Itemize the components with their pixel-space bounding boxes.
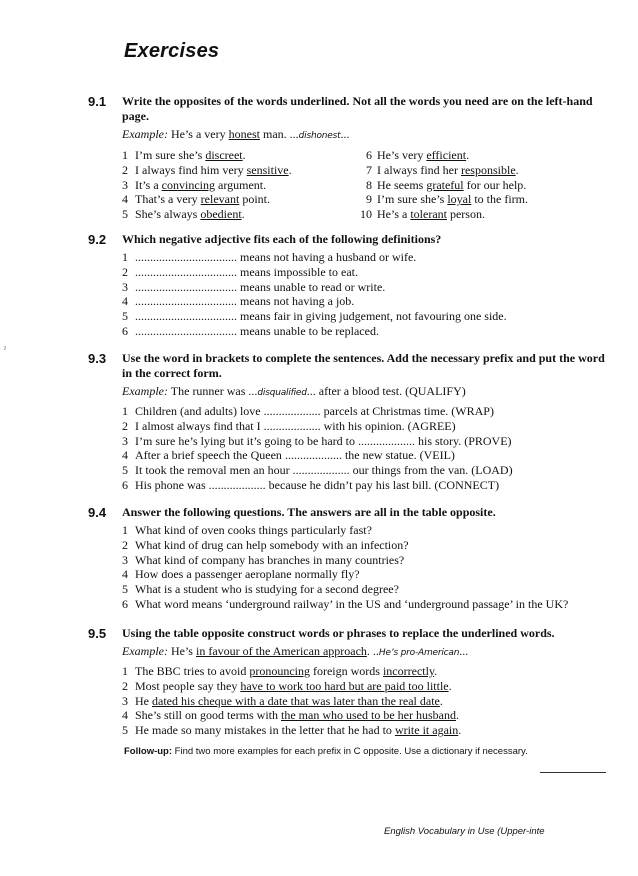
item-text: What kind of oven cooks things particularly fast? bbox=[135, 523, 372, 537]
item-text: He’s very bbox=[377, 148, 427, 162]
item-text: He bbox=[135, 693, 152, 708]
page-footer: English Vocabulary in Use (Upper-inte bbox=[384, 826, 545, 837]
underlined-phrase: pronouncing bbox=[249, 664, 310, 678]
underlined-phrase: have to work too hard but are paid too little bbox=[240, 678, 449, 693]
exercise-9-5 bbox=[88, 626, 608, 738]
underlined-word: discreet bbox=[205, 148, 243, 162]
item-text: I always find her bbox=[377, 162, 461, 177]
answer-blank: .................................. bbox=[135, 279, 237, 294]
exercise-item bbox=[122, 404, 608, 419]
underlined-phrase: in favour of the American approach bbox=[195, 644, 367, 658]
exercise-item bbox=[352, 163, 528, 178]
item-text: It’s a bbox=[135, 177, 162, 192]
divider bbox=[540, 772, 606, 773]
exercise-item bbox=[352, 178, 528, 193]
item-text: person. bbox=[446, 207, 485, 222]
item-number: 2 bbox=[122, 162, 128, 177]
item-number: 8 bbox=[366, 177, 372, 192]
item-text: . bbox=[458, 723, 462, 738]
margin-mark: ˀ bbox=[4, 345, 6, 354]
exercise-item bbox=[122, 434, 608, 449]
item-number: 3 bbox=[122, 279, 128, 294]
exercise-item bbox=[122, 265, 608, 280]
item-text: What kind of drug can help somebody with an infection? bbox=[135, 537, 409, 552]
exercise-item bbox=[122, 419, 608, 434]
page-title: Exercises bbox=[124, 40, 220, 62]
underlined-phrase: the man who used to be her husband bbox=[281, 708, 456, 723]
item-text: with his opinion. (AGREE) bbox=[320, 418, 456, 433]
example-label: Example: bbox=[122, 127, 168, 141]
item-text: parcels at Christmas time. (WRAP) bbox=[320, 404, 494, 418]
exercise-items bbox=[122, 148, 608, 222]
exercise-item bbox=[122, 309, 608, 324]
item-text: . bbox=[439, 693, 443, 708]
underlined-phrase: write it again bbox=[394, 723, 459, 738]
underlined-word: honest bbox=[228, 127, 260, 141]
item-number: 5 bbox=[122, 207, 128, 222]
exercise-item bbox=[122, 163, 352, 178]
item-text: After a brief speech the Queen bbox=[135, 448, 285, 463]
underlined-word: convincing bbox=[161, 177, 215, 192]
item-text: for our help. bbox=[463, 177, 527, 192]
item-text: She’s always bbox=[135, 207, 201, 222]
answer-blank: .................................. bbox=[135, 250, 237, 264]
item-text: That’s a very bbox=[135, 192, 201, 207]
item-number: 5 bbox=[122, 723, 128, 738]
answer-blank: .................................. bbox=[135, 294, 237, 309]
item-text: his story. (PROVE) bbox=[414, 433, 512, 448]
exercise-item bbox=[122, 538, 608, 553]
underlined-word: tolerant bbox=[410, 207, 447, 222]
underlined-word: obedient bbox=[200, 207, 242, 222]
underlined-phrase: dated his cheque with a date that was later than the real date bbox=[152, 693, 440, 708]
item-text: What is a student who is studying for a second degree? bbox=[135, 582, 399, 597]
handwritten-answer: disqualified bbox=[257, 388, 307, 398]
item-text: Most people say they bbox=[135, 678, 241, 693]
item-text: . bbox=[288, 162, 292, 177]
underlined-word: relevant bbox=[200, 192, 240, 207]
item-number: 2 bbox=[122, 418, 128, 433]
exercise-item bbox=[122, 207, 352, 222]
exercise-9-2 bbox=[88, 232, 608, 339]
answer-blank: ................... bbox=[357, 433, 415, 448]
follow-up-text: Find two more examples for each prefix in C opposite. Use a dictionary if necessary. bbox=[172, 746, 528, 757]
item-text: . bbox=[241, 207, 245, 222]
item-text: How does a passenger aeroplane normally fly? bbox=[135, 567, 360, 582]
item-number: 10 bbox=[360, 207, 372, 222]
item-text: What kind of company has branches in many countries? bbox=[135, 552, 405, 567]
item-number: 4 bbox=[122, 294, 128, 309]
item-number: 5 bbox=[122, 582, 128, 597]
exercise-item bbox=[122, 192, 352, 207]
item-number: 4 bbox=[122, 192, 128, 207]
answer-blank: .................................. bbox=[135, 323, 237, 338]
item-text: means fair in giving judgement, not favouring one side. bbox=[237, 309, 507, 324]
item-number: 1 bbox=[122, 664, 128, 678]
answer-blank: ................... bbox=[292, 463, 350, 478]
item-text: His phone was bbox=[135, 477, 209, 492]
item-number: 1 bbox=[122, 148, 128, 162]
exercise-item bbox=[122, 664, 608, 679]
exercise-item bbox=[352, 148, 528, 163]
item-number: 5 bbox=[122, 309, 128, 324]
exercise-item bbox=[122, 448, 608, 463]
example-line: Example: He’s a very honest man. ...dishonest... bbox=[122, 127, 350, 141]
item-number: 6 bbox=[122, 323, 128, 338]
item-number: 4 bbox=[122, 448, 128, 463]
exercise-item bbox=[122, 567, 608, 582]
item-number: 6 bbox=[122, 477, 128, 492]
exercise-instruction: Use the word in brackets to complete the sentences. Add the necessary prefix and put the word in the correct form. bbox=[122, 351, 605, 380]
item-number: 3 bbox=[122, 693, 128, 708]
item-text: because he didn’t pay his last bill. (CONNECT) bbox=[265, 477, 500, 492]
item-number: 6 bbox=[122, 596, 128, 611]
item-text: means unable to be replaced. bbox=[237, 323, 379, 338]
underlined-word: loyal bbox=[447, 192, 472, 207]
exercise-item bbox=[122, 178, 352, 193]
item-number: 3 bbox=[122, 433, 128, 448]
exercise-item bbox=[122, 582, 608, 597]
exercise-number: 9.2 bbox=[88, 232, 107, 247]
exercise-item bbox=[352, 207, 528, 222]
underlined-word: efficient bbox=[426, 148, 467, 162]
item-text: I always find him very bbox=[135, 162, 247, 177]
exercise-instruction: Which negative adjective fits each of the following definitions? bbox=[122, 232, 442, 246]
item-number: 1 bbox=[122, 523, 128, 537]
exercise-item bbox=[122, 708, 608, 723]
item-text: to the firm. bbox=[471, 192, 528, 207]
item-text: Children (and adults) love bbox=[135, 404, 264, 418]
example-label: Example: bbox=[122, 384, 168, 398]
exercise-items bbox=[122, 404, 608, 493]
exercise-number: 9.4 bbox=[88, 505, 107, 520]
exercise-number: 9.5 bbox=[88, 626, 107, 641]
exercise-items bbox=[122, 250, 608, 339]
item-text: means not having a husband or wife. bbox=[237, 250, 417, 264]
handwritten-answer: dishonest bbox=[298, 131, 341, 141]
item-number: 4 bbox=[122, 708, 128, 723]
item-text: the new statue. (VEIL) bbox=[341, 448, 455, 463]
items-right-column bbox=[352, 148, 528, 222]
item-text: means unable to read or write. bbox=[237, 279, 386, 294]
exercise-9-4 bbox=[88, 505, 608, 612]
answer-blank: .................................. bbox=[135, 309, 237, 324]
exercise-item bbox=[122, 553, 608, 568]
exercise-item bbox=[122, 597, 608, 612]
exercise-instruction: Using the table opposite construct words or phrases to replace the underlined words. bbox=[122, 626, 555, 640]
item-text: I’m sure she’s bbox=[135, 148, 206, 162]
exercise-item bbox=[122, 280, 608, 295]
item-number: 4 bbox=[122, 567, 128, 582]
item-text: I’m sure he’s lying but it’s going to be hard to bbox=[135, 433, 358, 448]
item-number: 9 bbox=[366, 192, 372, 207]
item-number: 1 bbox=[122, 250, 128, 264]
exercise-item bbox=[352, 192, 528, 207]
item-text: What word means ‘underground railway’ in the US and ‘underground passage’ in the UK? bbox=[135, 596, 569, 611]
exercise-items bbox=[122, 664, 608, 738]
item-text: . bbox=[242, 148, 246, 162]
exercise-number: 9.1 bbox=[88, 94, 107, 109]
underlined-word: sensitive bbox=[246, 162, 289, 177]
item-number: 7 bbox=[366, 162, 372, 177]
exercise-number: 9.3 bbox=[88, 351, 107, 366]
exercise-instruction: Write the opposites of the words underlined. Not all the words you need are on the left-hand page. bbox=[122, 94, 593, 123]
example-line: Example: He’s in favour of the American approach. ..He’s pro-American... bbox=[122, 644, 469, 658]
item-text: our things from the van. (LOAD) bbox=[349, 463, 513, 478]
exercise-item bbox=[122, 294, 608, 309]
exercise-item bbox=[122, 324, 608, 339]
item-number: 2 bbox=[122, 537, 128, 552]
exercise-item bbox=[122, 250, 608, 265]
item-number: 5 bbox=[122, 463, 128, 478]
item-text: argument. bbox=[215, 177, 267, 192]
exercise-instruction: Answer the following questions. The answers are all in the table opposite. bbox=[122, 505, 496, 519]
item-number: 2 bbox=[122, 678, 128, 693]
answer-blank: .................................. bbox=[135, 264, 237, 279]
exercise-items bbox=[122, 523, 608, 612]
exercise-9-3 bbox=[88, 351, 608, 493]
item-number: 1 bbox=[122, 404, 128, 418]
handwritten-answer: He’s pro-American bbox=[378, 648, 460, 658]
answer-blank: ................... bbox=[263, 418, 321, 433]
item-text: point. bbox=[239, 192, 270, 207]
item-number: 3 bbox=[122, 177, 128, 192]
follow-up-note bbox=[124, 746, 528, 757]
answer-blank: ................... bbox=[263, 404, 321, 418]
exercise-item bbox=[122, 478, 608, 493]
example-label: Example: bbox=[122, 644, 168, 658]
item-text: . bbox=[515, 162, 519, 177]
item-text: I almost always find that I bbox=[135, 418, 264, 433]
item-text: . bbox=[448, 678, 452, 693]
item-text: She’s still on good terms with bbox=[135, 708, 282, 723]
underlined-phrase: incorrectly bbox=[382, 664, 435, 678]
example-line: Example: The runner was ...disqualified... after a blood test. (QUALIFY) bbox=[122, 384, 466, 398]
underlined-word: grateful bbox=[426, 177, 464, 192]
item-text: means impossible to eat. bbox=[237, 264, 358, 279]
item-number: 3 bbox=[122, 552, 128, 567]
items-left-column bbox=[122, 148, 352, 222]
underlined-word: responsible bbox=[460, 162, 516, 177]
item-text: The BBC tries to avoid bbox=[135, 664, 250, 678]
answer-blank: ................... bbox=[208, 477, 266, 492]
item-number: 6 bbox=[366, 148, 372, 162]
exercise-item bbox=[122, 694, 608, 709]
item-text: He’s a bbox=[377, 207, 411, 222]
item-text: He made so many mistakes in the letter that he had to bbox=[135, 723, 395, 738]
item-text: He seems bbox=[377, 177, 427, 192]
exercise-item bbox=[122, 148, 352, 163]
exercise-9-1 bbox=[88, 94, 608, 222]
exercise-item bbox=[122, 679, 608, 694]
item-text: I’m sure she’s bbox=[377, 192, 448, 207]
exercise-item bbox=[122, 463, 608, 478]
item-text: means not having a job. bbox=[237, 294, 355, 309]
item-text: . bbox=[455, 708, 459, 723]
item-text: . bbox=[434, 664, 438, 678]
item-number: 2 bbox=[122, 264, 128, 279]
follow-up-label: Follow-up: bbox=[124, 746, 173, 757]
exercise-item bbox=[122, 523, 608, 538]
exercise-item bbox=[122, 723, 608, 738]
answer-blank: ................... bbox=[284, 448, 342, 463]
item-text: foreign words bbox=[309, 664, 383, 678]
item-text: It took the removal men an hour bbox=[135, 463, 293, 478]
item-text: . bbox=[466, 148, 470, 162]
